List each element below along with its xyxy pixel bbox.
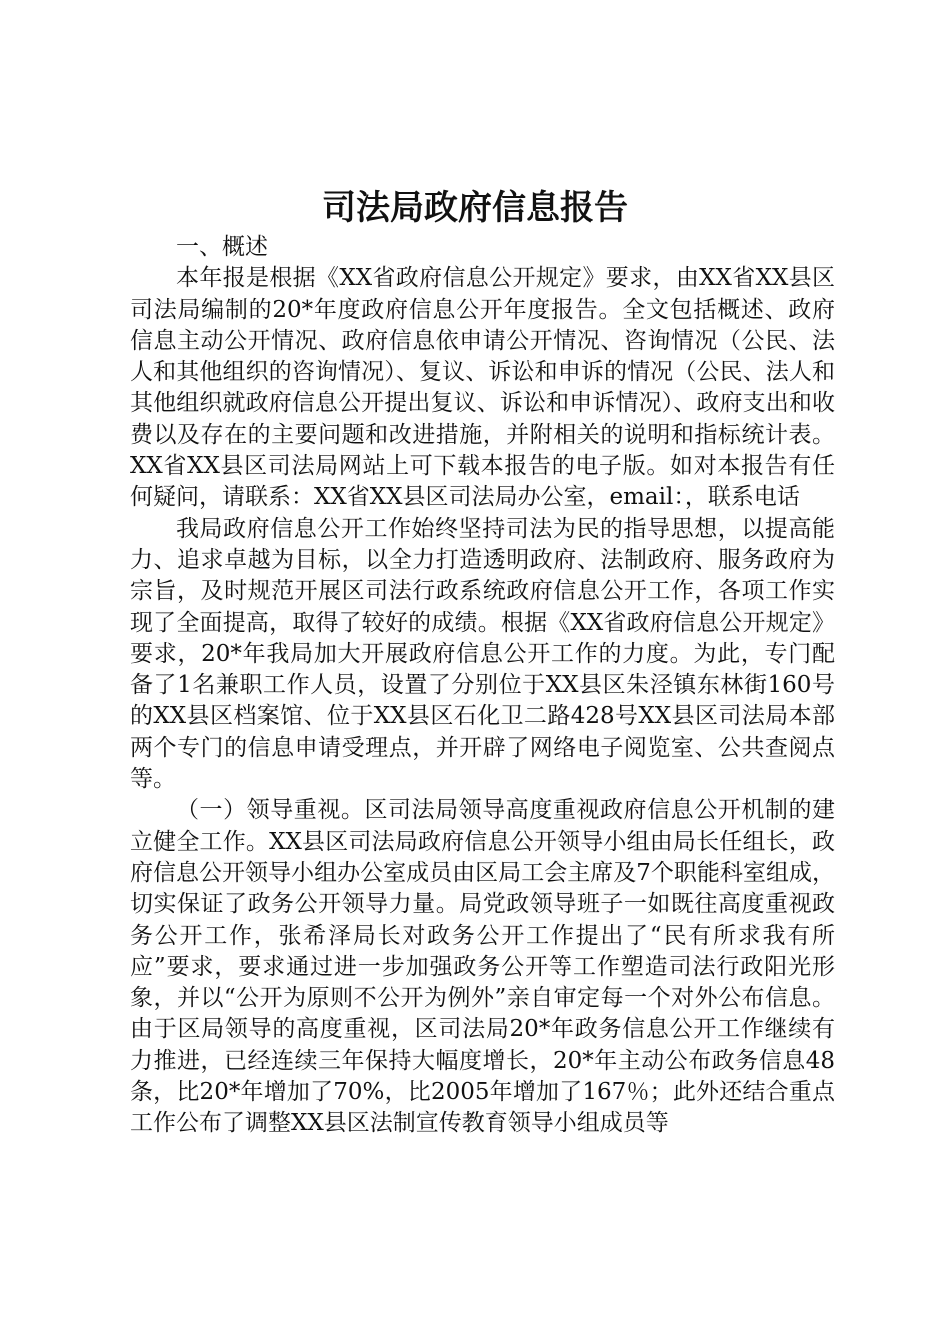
document-body — [130, 232, 835, 1140]
paragraph-report-intro: 本年报是根据《XX省政府信息公开规定》要求，由XX省XX县区司法局编制的20*年度政府信息公开年度报告。全文包括概述、政府信息主动公开情况、政府信息依申请公开情况、咨询情况（公民、法人和其他组织的咨询情况）、复议、诉讼和申诉的情况（公民、法人和其他组织就政府信息公开提出复议、诉讼和申诉情况）、政府支出和收费以及存在的主要问题和改进措施，并附相关的说明和指标统计表。XX省XX县区司法局网站上可下载本报告的电子版。如对本报告有任何疑问，请联系：XX省XX县区司法局办公室，email：，联系电话 — [130, 265, 835, 511]
section-heading-overview: 一、概述 — [176, 234, 268, 260]
document-title: 司法局政府信息报告 — [322, 188, 628, 228]
paragraph-work-overview: 我局政府信息公开工作始终坚持司法为民的指导思想，以提高能力、追求卓越为目标，以全力打造透明政府、法制政府、服务政府为宗旨，及时规范开展区司法行政系统政府信息公开工作，各项工作实现了全面提高，取得了较好的成绩。根据《XX省政府信息公开规定》要求，20*年我局加大开展政府信息公开工作的力度。为此，专门配备了1名兼职工作人员，设置了分别位于XX县区朱泾镇东林街160号的XX县区档案馆、位于XX县区石化卫二路428号XX县区司法局本部两个专门的信息申请受理点，并开辟了网络电子阅览室、公共查阅点等。 — [130, 515, 835, 793]
paragraph-leadership: （一）领导重视。区司法局领导高度重视政府信息公开机制的建立健全工作。XX县区司法局政府信息公开领导小组由局长任组长，政府信息公开领导小组办公室成员由区局工会主席及7个职能科室组成，切实保证了政务公开领导力量。局党政领导班子一如既往高度重视政务公开工作，张希泽局长对政务公开工作提出了“民有所求我有所应”要求，要求通过进一步加强政务公开等工作塑造司法行政阳光形象，并以“公开为原则不公开为例外”亲自审定每一个对外公布信息。由于区局领导的高度重视，区司法局20*年政务信息公开工作继续有力推进，已经连续三年保持大幅度增长，20*年主动公布政务信息48条，比20*年增加了70%，比2005年增加了167％；此外还结合重点工作公布了调整XX县区法制宣传教育领导小组成员等 — [130, 797, 835, 1137]
